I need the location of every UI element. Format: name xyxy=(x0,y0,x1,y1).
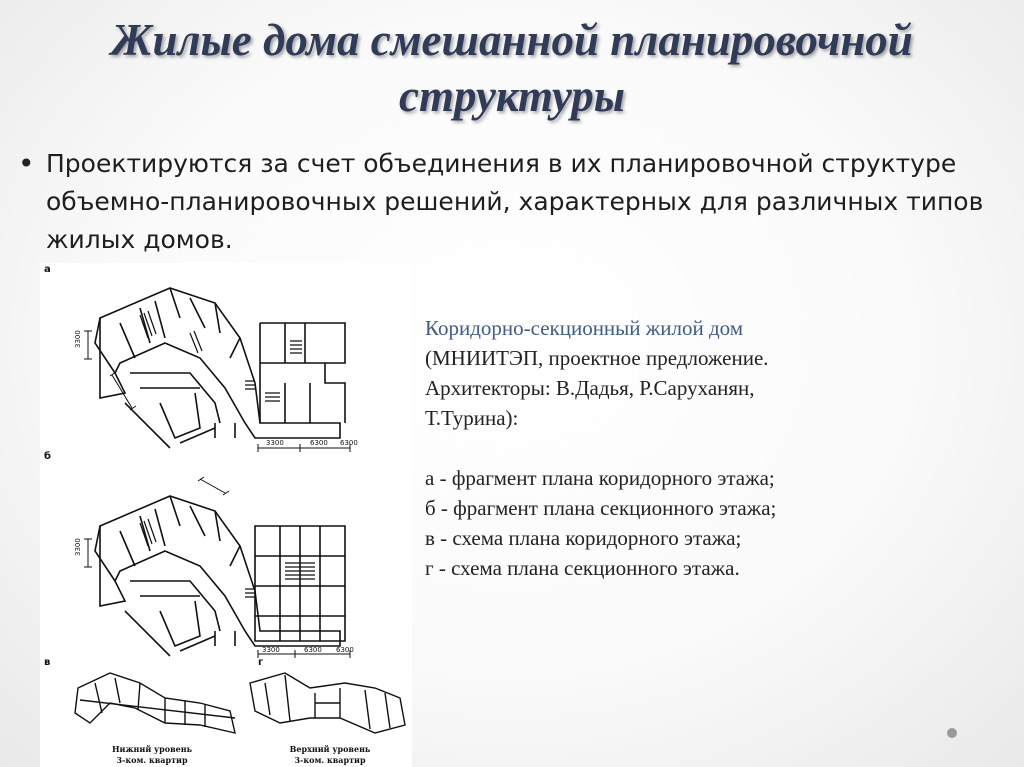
upper-level-line1: Верхний уровень xyxy=(289,744,371,754)
caption-line-2: Архитекторы: В.Дадья, Р.Саруханян, xyxy=(425,376,755,400)
legend-item-b: б - фрагмент плана секционного этажа; xyxy=(425,496,777,520)
dim-6300-a1: 6300 xyxy=(310,439,328,447)
plan-b xyxy=(95,496,345,656)
plan-g xyxy=(250,673,405,733)
dim-3300-side-a: 3300 xyxy=(74,330,82,348)
dim-3300-side-b: 3300 xyxy=(74,538,82,556)
label-b: б xyxy=(44,451,51,462)
label-a: а xyxy=(44,264,51,275)
caption-spacer xyxy=(425,433,985,463)
dim-6300-a2: 6300 xyxy=(340,439,358,447)
dim-3300-a: 3300 xyxy=(266,439,284,447)
lower-level-line2: 3-ком. квартир xyxy=(116,755,188,765)
bullet-marker: • xyxy=(18,147,35,180)
floor-plan-figure xyxy=(40,263,412,767)
dim-3300-b: 3300 xyxy=(262,646,280,654)
figure-caption xyxy=(425,313,985,583)
caption-heading: Коридорно-секционный жилой дом xyxy=(425,316,744,340)
legend-item-a: а - фрагмент плана коридорного этажа; xyxy=(425,466,775,490)
upper-level-line2: 3-ком. квартир xyxy=(294,755,366,765)
plan-v xyxy=(75,673,235,733)
label-g: г xyxy=(258,657,264,668)
slide-nav-dot[interactable] xyxy=(947,728,957,738)
dim-6300-b2: 6300 xyxy=(336,646,354,654)
floor-plan-drawing xyxy=(40,263,412,767)
slide-title: Жилые дома смешанной планировочной структуры xyxy=(111,15,913,121)
legend-item-g: г - схема плана секционного этажа. xyxy=(425,556,740,580)
label-v: в xyxy=(44,657,51,668)
dim-6300-b1: 6300 xyxy=(304,646,322,654)
caption-line-1: (МНИИТЭП, проектное предложение. xyxy=(425,346,769,370)
legend-item-v: в - схема плана коридорного этажа; xyxy=(425,526,742,550)
caption-line-3: Т.Турина): xyxy=(425,406,519,430)
lower-level-line1: Нижний уровень xyxy=(111,744,193,754)
plan-a xyxy=(95,288,345,448)
bullet-text: Проектируются за счет объединения в их планировочной структуре объемно-планировочных решений, характерных для различных типов жилых домов. xyxy=(46,149,984,254)
